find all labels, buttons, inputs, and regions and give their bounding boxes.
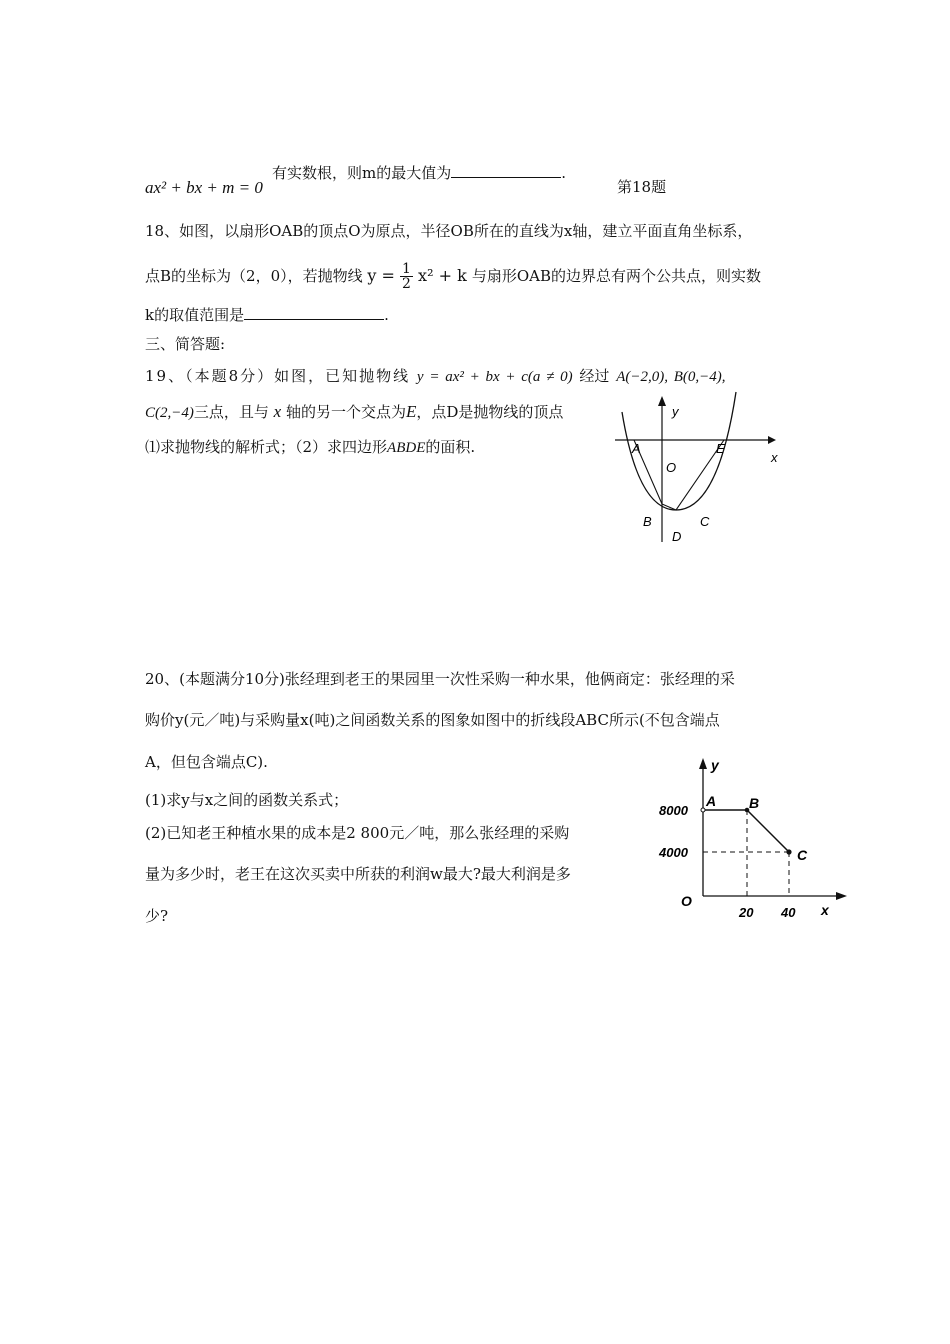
tick-8000: 8000 (659, 803, 688, 818)
q19-line2: C(2,−4)三点，且与 x 轴的另一个交点为E，点D是抛物线的顶点 (145, 402, 564, 421)
q20-line7: 少? (145, 907, 169, 925)
q20-line4: (1)求y与x之间的函数关系式； (145, 791, 349, 809)
tick-40: 40 (781, 905, 796, 920)
fig-label-A: A (632, 441, 641, 456)
figure-caption: 第18题 (617, 178, 667, 196)
q20-line6: 量为多少时，老王在这次买卖中所获的利润w最大?最大利润是多 (145, 865, 571, 883)
axis-label-x: x (821, 902, 829, 918)
point-label-c: C (797, 847, 808, 863)
q18-line1: 18、如图，以扇形OAB的顶点O为原点，半径OB所在的直线为x轴，建立平面直角坐标系， (145, 222, 753, 240)
tick-4000: 4000 (659, 845, 688, 860)
q17-equation: ax² + bx + m = 0 (145, 178, 263, 197)
answer-blank[interactable] (451, 163, 561, 178)
fig-label-C: C (700, 514, 710, 529)
point-label-b: B (749, 795, 760, 811)
q18-line3: k的取值范围是 . (145, 306, 389, 324)
point-label-a: A (706, 793, 717, 809)
q20-line5: (2)已知老王种植水果的成本是2 800元／吨，那么张经理的采购 (145, 824, 570, 842)
point-c (786, 849, 791, 854)
price-quantity-chart (655, 755, 855, 925)
q19-line1: 19、（本题8分）如图，已知抛物线 y = ax² + bx + c(a ≠ 0) 经过 A(−2,0), B(0,−4), (145, 367, 726, 385)
q17-text: 有实数根，则m的最大值为 . (272, 164, 567, 182)
fig-label-y: y (672, 404, 679, 419)
tick-20: 20 (739, 905, 754, 920)
parabola-figure (600, 392, 800, 572)
q20-line1: 20、(本题满分10分)张经理到老王的果园里一次性采购一种水果，他俩商定：张经理的采 (145, 670, 735, 688)
answer-blank[interactable] (244, 305, 384, 320)
q18-line2: 点B的坐标为（2，0），若抛物线 y = $\frac{1}{2}$ x² + k 与扇形OAB的边界总有两个公共点，则实数 (145, 261, 762, 292)
q19-line3: ⑴求抛物线的解析式；（2）求四边形ABDE的面积. (145, 438, 476, 456)
point-a (701, 808, 705, 812)
quadrilateral-edges (634, 440, 724, 510)
q20-line3: A，但包含端点C). (145, 753, 268, 771)
fig-label-E: E (716, 441, 725, 456)
fig-label-B: B (643, 514, 652, 529)
q18-formula: y = $\frac{1}{2}$ x² + k (367, 261, 467, 292)
axis-label-y: y (711, 757, 719, 773)
fig-label-x: x (771, 450, 778, 465)
x-axis-arrow (768, 436, 776, 444)
fig-label-D: D (672, 529, 682, 544)
y-axis-arrow (699, 758, 707, 769)
fig-label-O: O (666, 460, 677, 475)
x-axis-arrow (836, 892, 847, 900)
y-axis-arrow (658, 396, 666, 406)
origin-label: O (681, 893, 692, 909)
segment-abc (703, 810, 789, 852)
q20-line2: 购价y(元／吨)与采购量x(吨)之间函数关系的图象如图中的折线段ABC所示(不包含端点 (145, 711, 720, 729)
section-heading: 三、简答题: (145, 335, 226, 353)
